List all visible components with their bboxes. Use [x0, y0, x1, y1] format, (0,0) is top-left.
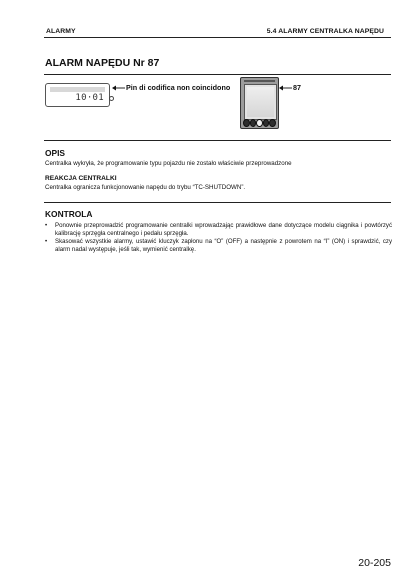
panel-keys [243, 119, 276, 126]
page-number: 20-205 [358, 557, 391, 569]
list-item [45, 238, 392, 253]
opis-text: Centralka wykryła, że programowanie typu pojazdu nie zostało właściwie przeprowadzone [45, 160, 292, 167]
kontrola-heading: KONTROLA [45, 209, 93, 219]
display-value: 10·01 [75, 93, 104, 103]
panel-key [269, 119, 276, 127]
header-rule [44, 37, 391, 38]
alarm-code-label: 87 [293, 83, 301, 92]
list-item [45, 222, 392, 237]
panel-screen-inner [247, 87, 274, 117]
display-panel [240, 77, 279, 129]
header-chapter-label: 5.4 ALARMY CENTRALKA NAPĘDU [266, 28, 384, 35]
display-knob [109, 96, 114, 101]
title-rule [44, 74, 391, 75]
kontrola-list [45, 222, 392, 254]
reakcja-heading: REAKCJA CENTRALKI [45, 175, 117, 182]
display-top-bar [50, 87, 105, 92]
display-small [45, 83, 110, 107]
bullet-icon: • [45, 238, 48, 246]
reakcja-text: Centralka ogranicza funkcjonowanie napędu do trybu “TC-SHUTDOWN”. [45, 184, 246, 191]
panel-key-highlighted [256, 119, 263, 127]
opis-heading: OPIS [45, 148, 66, 158]
header-section-label: ALARMY [46, 28, 76, 35]
bullet-icon: • [45, 222, 48, 229]
panel-key [250, 119, 257, 127]
section-rule [44, 202, 391, 203]
page-title: ALARM NAPĘDU Nr 87 [45, 57, 160, 69]
left-arrow-icon [112, 84, 126, 92]
list-item-text: Skasować wszystkie alarmy, ustawić kluczyk zapłonu na “O” (OFF) a następnie z powrotem na “I” (ON) i sprawdzić, czy alarm nadal występuje, jeśli tak, wymienić centralkę. [55, 238, 392, 253]
figure-rule [44, 140, 391, 141]
alarm-description-label: Pin di codifica non coincidono [126, 83, 231, 92]
panel-key [263, 119, 270, 127]
panel-screen [244, 84, 277, 120]
list-item-text: Ponownie przeprowadzić programowanie centralki wprowadzając prawidłowe dane dotyczące modelu ciągnika i powtórzyć kalibrację sprzęgła centralnego i pedału sprzęgła. [55, 222, 392, 237]
left-arrow-icon [279, 84, 293, 92]
panel-top-strip [244, 80, 275, 82]
panel-key [243, 119, 250, 127]
